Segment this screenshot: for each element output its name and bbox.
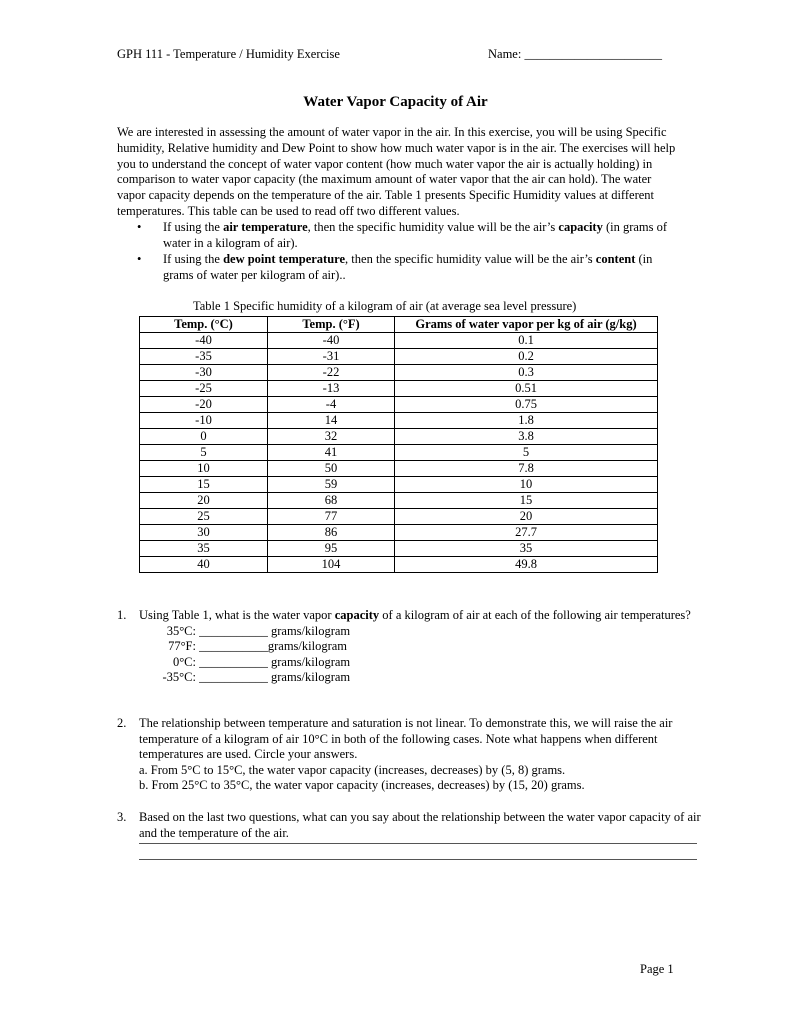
page-number: Page 1: [640, 962, 674, 976]
cell-temp-f: -40: [268, 333, 395, 349]
table-caption: Table 1 Specific humidity of a kilogram of air (at average sea level pressure): [193, 299, 577, 313]
cell-temp-f: -13: [268, 381, 395, 397]
cell-temp-f: 41: [268, 445, 395, 461]
question-part-a: a. From 5°C to 15°C, the water vapor capacity (increases, decreases) by (5, 8) grams.: [139, 762, 566, 777]
cell-grams: 0.1: [395, 333, 658, 349]
table-row: [140, 557, 658, 573]
page-title: Water Vapor Capacity of Air: [303, 94, 488, 110]
cell-temp-f: 86: [268, 525, 395, 541]
cell-grams: 27.7: [395, 525, 658, 541]
bullet-text: If using the dew point temperature, then the specific humidity value will be the air’s content (in grams of water per kilogram of air)..: [163, 252, 653, 282]
bullet-icon: •: [137, 252, 142, 266]
name-field: Name: ______________________: [488, 47, 662, 61]
cell-temp-c: 40: [140, 557, 268, 573]
table-row: [140, 509, 658, 525]
answer-line: [139, 843, 697, 844]
cell-temp-c: 20: [140, 493, 268, 509]
cell-temp-f: 68: [268, 493, 395, 509]
cell-grams: 0.75: [395, 397, 658, 413]
table-row: [140, 461, 658, 477]
cell-temp-f: 77: [268, 509, 395, 525]
cell-temp-c: -10: [140, 413, 268, 429]
cell-temp-f: 50: [268, 461, 395, 477]
cell-grams: 20: [395, 509, 658, 525]
question-number: 1.: [117, 608, 127, 622]
table-row: [140, 493, 658, 509]
cell-temp-c: -40: [140, 333, 268, 349]
question-part-b: b. From 25°C to 35°C, the water vapor capacity (increases, decreases) by (15, 20) grams.: [139, 778, 585, 793]
table-row: [140, 397, 658, 413]
answer-line: [139, 859, 697, 860]
table-row: [140, 413, 658, 429]
header-temp-f: Temp. (°F): [268, 317, 395, 333]
cell-grams: 7.8: [395, 461, 658, 477]
bullet-icon: •: [137, 220, 142, 234]
table-row: [140, 365, 658, 381]
answer-row: -35°C: ___________ grams/kilogram: [162, 670, 351, 685]
cell-temp-c: -25: [140, 381, 268, 397]
table-row: [140, 541, 658, 557]
cell-grams: 5: [395, 445, 658, 461]
cell-grams: 10: [395, 477, 658, 493]
cell-temp-f: -31: [268, 349, 395, 365]
cell-grams: 3.8: [395, 429, 658, 445]
table-row: [140, 525, 658, 541]
cell-grams: 35: [395, 541, 658, 557]
cell-grams: 49.8: [395, 557, 658, 573]
specific-humidity-table: [139, 316, 658, 573]
question-text: Based on the last two questions, what can you say about the relationship between the water vapor capacity of air and the temperature of the air.: [139, 810, 701, 840]
question-text: The relationship between temperature and saturation is not linear. To demonstrate this, we will raise the air temperature of a kilogram of air 10°C in both of the following cases. Note what happens when different temperatures are used. Circle your answers.: [139, 716, 673, 762]
header-temp-c: Temp. (°C): [140, 317, 268, 333]
cell-temp-c: 5: [140, 445, 268, 461]
cell-temp-f: 32: [268, 429, 395, 445]
cell-temp-c: 10: [140, 461, 268, 477]
cell-temp-c: 30: [140, 525, 268, 541]
table-row: [140, 429, 658, 445]
cell-temp-c: 25: [140, 509, 268, 525]
table-row: [140, 445, 658, 461]
cell-temp-c: -30: [140, 365, 268, 381]
cell-temp-f: 95: [268, 541, 395, 557]
question-number: 3.: [117, 810, 127, 824]
course-header: GPH 111 - Temperature / Humidity Exercise: [117, 47, 340, 61]
cell-grams: 0.2: [395, 349, 658, 365]
answer-row: 77°F: ___________grams/kilogram: [168, 639, 348, 654]
cell-temp-c: 0: [140, 429, 268, 445]
header-grams: Grams of water vapor per kg of air (g/kg): [395, 317, 658, 333]
cell-temp-c: -35: [140, 349, 268, 365]
cell-temp-f: -4: [268, 397, 395, 413]
cell-temp-c: 35: [140, 541, 268, 557]
cell-temp-f: 14: [268, 413, 395, 429]
table-row: [140, 349, 658, 365]
cell-grams: 0.51: [395, 381, 658, 397]
answer-row: 35°C: ___________ grams/kilogram: [166, 623, 351, 638]
cell-temp-c: -20: [140, 397, 268, 413]
table-row: [140, 381, 658, 397]
cell-temp-f: 104: [268, 557, 395, 573]
answer-row: 0°C: ___________ grams/kilogram: [172, 654, 351, 669]
cell-temp-c: 15: [140, 477, 268, 493]
table-header-row: [140, 317, 658, 333]
table-row: [140, 477, 658, 493]
intro-paragraph: We are interested in assessing the amount of water vapor in the air. In this exercise, you will be using Specific humidity, Relative humidity and Dew Point to show how much water vapor is in the air. The exercises will help you to understand the concept of water vapor content (how much water vapor the air is actually holding) in comparison to water vapor capacity (the maximum amount of water vapor that the air can hold). The water vapor capacity depends on the temperature of the air. Table 1 presents Specific Humidity values at different temperatures. This table can be used to read off two different values.: [117, 125, 676, 218]
cell-grams: 15: [395, 493, 658, 509]
table-row: [140, 333, 658, 349]
cell-grams: 1.8: [395, 413, 658, 429]
cell-temp-f: 59: [268, 477, 395, 493]
bullet-text: If using the air temperature, then the specific humidity value will be the air’s capacity (in grams of water in a kilogram of air).: [163, 220, 668, 250]
cell-temp-f: -22: [268, 365, 395, 381]
question-text: Using Table 1, what is the water vapor capacity of a kilogram of air at each of the following air temperatures?: [139, 608, 691, 622]
question-number: 2.: [117, 716, 127, 730]
cell-grams: 0.3: [395, 365, 658, 381]
